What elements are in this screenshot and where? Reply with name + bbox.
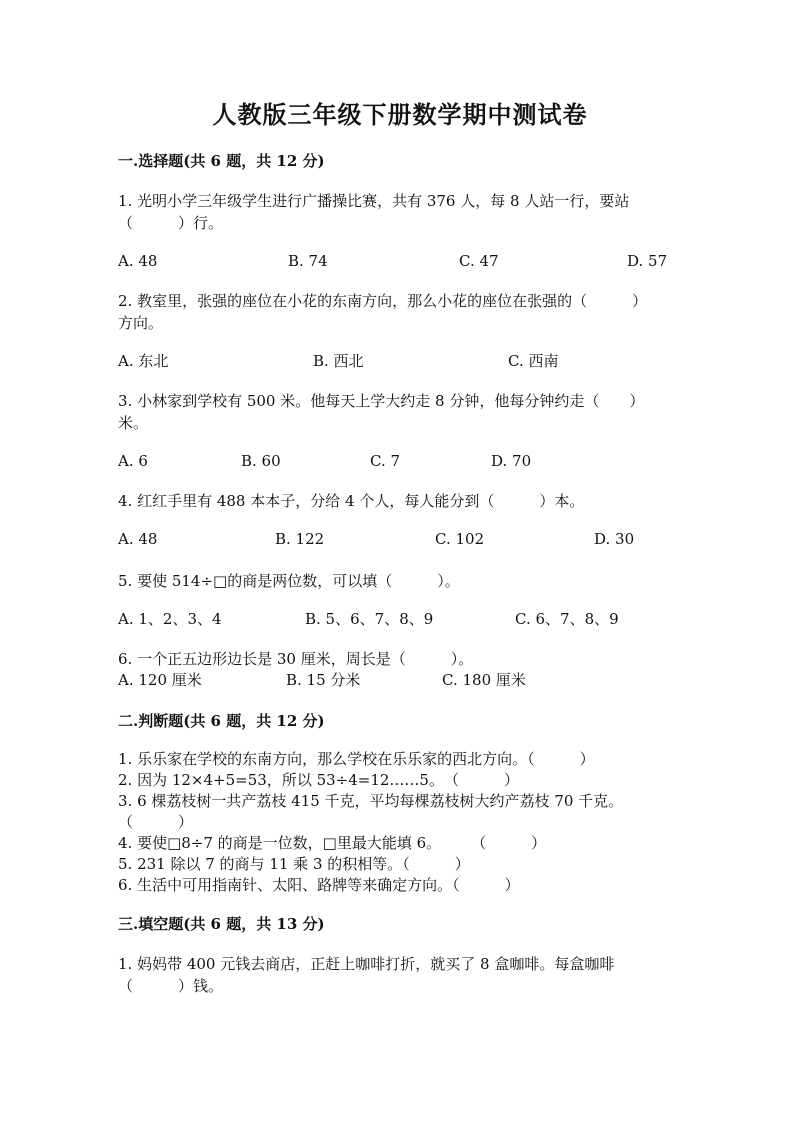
option-a: A. 6 — [118, 452, 148, 470]
option-c: C. 西南 — [508, 352, 559, 370]
option-b: B. 西北 — [313, 352, 364, 370]
option-c: C. 7 — [370, 452, 401, 470]
option-c: C. 102 — [435, 530, 485, 548]
statement-text: 2. 因为 12×4+5=53，所以 53÷4=12……5。 （ ） — [118, 771, 519, 789]
option-b: B. 60 — [241, 452, 281, 470]
question-text: 3. 小林家到学校有 500 米。他每天上学大约走 8 分钟，他每分钟约走（ ） — [118, 392, 645, 410]
option-b: B. 5、6、7、8、9 — [305, 610, 434, 628]
question-text: 1. 妈妈带 400 元钱去商店，正赶上咖啡打折，就买了 8 盒咖啡。每盒咖啡 — [118, 955, 615, 973]
section-heading-true-false: 二.判断题(共 6 题，共 12 分) — [118, 712, 325, 730]
question-text: （ ）行。 — [118, 214, 224, 232]
question-text: 方向。 — [118, 314, 164, 332]
statement-text: 1. 乐乐家在学校的东南方向，那么学校在乐乐家的西北方向。（ ） — [118, 750, 595, 768]
question-text: 2. 教室里，张强的座位在小花的东南方向，那么小花的座位在张强的（ ） — [118, 292, 648, 310]
option-b: B. 122 — [275, 530, 325, 548]
question-text: （ ）钱。 — [118, 977, 224, 995]
statement-text: 6. 生活中可用指南针、太阳、路牌等来确定方向。（ ） — [118, 876, 520, 894]
option-a: A. 48 — [118, 252, 158, 270]
question-text: 5. 要使 514÷□的商是两位数，可以填（ ）。 — [118, 572, 460, 590]
option-a: A. 1、2、3、4 — [118, 610, 222, 628]
option-d: D. 70 — [491, 452, 532, 470]
option-c: C. 180 厘米 — [442, 671, 526, 689]
option-b: B. 74 — [288, 252, 328, 270]
statement-text: 3. 6 棵荔枝树一共产荔枝 415 千克，平均每棵荔枝树大约产荔枝 70 千克。 — [118, 792, 624, 810]
option-c: C. 47 — [459, 252, 499, 270]
option-d: D. 30 — [594, 530, 635, 548]
statement-text: 5. 231 除以 7 的商与 11 乘 3 的积相等。（ ） — [118, 855, 470, 873]
statement-text: （ ） — [118, 813, 194, 831]
option-a: A. 120 厘米 — [118, 671, 202, 689]
question-text: 6. 一个正五边形边长是 30 厘米，周长是（ ）。 — [118, 650, 474, 668]
section-heading-fill-in: 三.填空题(共 6 题，共 13 分) — [118, 915, 325, 933]
question-text: 米。 — [118, 414, 149, 432]
option-c: C. 6、7、8、9 — [515, 610, 619, 628]
option-a: A. 东北 — [118, 352, 169, 370]
option-a: A. 48 — [118, 530, 158, 548]
section-heading-choice: 一.选择题(共 6 题，共 12 分) — [118, 152, 325, 170]
page-title: 人教版三年级下册数学期中测试卷 — [212, 100, 588, 129]
option-b: B. 15 分米 — [286, 671, 361, 689]
statement-text: 4. 要使□8÷7 的商是一位数，□里最大能填 6。 （ ） — [118, 834, 547, 852]
question-text: 4. 红红手里有 488 本本子，分给 4 个人，每人能分到（ ）本。 — [118, 492, 585, 510]
question-text: 1. 光明小学三年级学生进行广播操比赛，共有 376 人，每 8 人站一行，要站 — [118, 192, 630, 210]
option-d: D. 57 — [627, 252, 668, 270]
